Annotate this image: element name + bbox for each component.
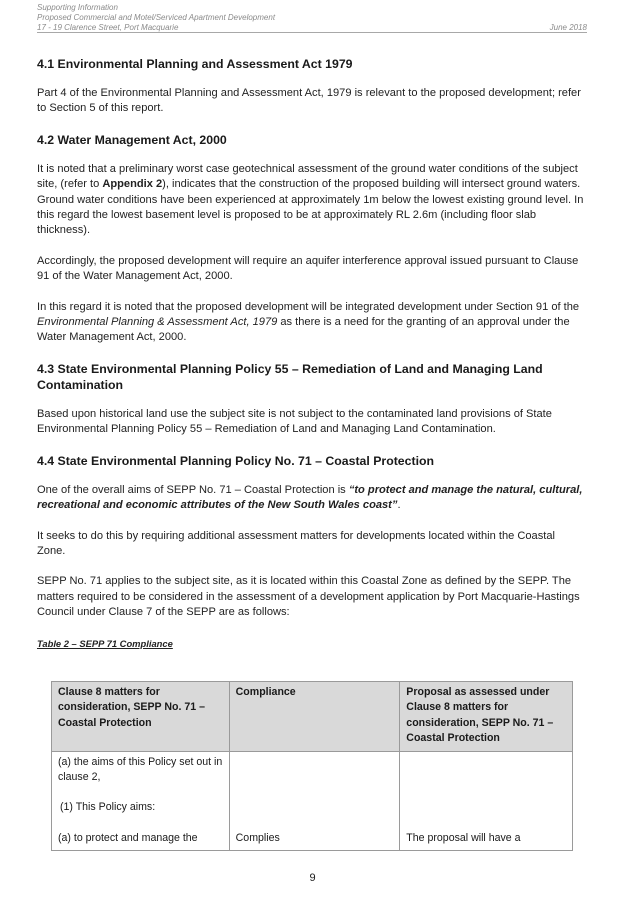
header-line-3: 17 - 19 Clarence Street, Port Macquarie <box>37 23 179 32</box>
section-4-2-paragraph-3 <box>37 300 585 346</box>
table-header-cell: Proposal as assessed under Clause 8 matters for consideration, SEPP No. 71 – Coastal Protection <box>400 682 573 752</box>
header-line-2: Proposed Commercial and Motel/Serviced Apartment Development <box>37 13 276 22</box>
table-cell <box>229 751 400 851</box>
table-cell <box>400 751 573 851</box>
quoted-aim: “to protect and manage the natural, cultural, recreational and economic attributes of the New South Wales coast” <box>37 483 583 512</box>
header-line-1: Supporting Information <box>37 3 118 12</box>
section-4-2-paragraph-2: Accordingly, the proposed development will require an aquifer interference approval issued pursuant to Clause 91 of the Water Management Act, 2000. <box>37 254 579 283</box>
cell-text: The proposal will have a <box>406 831 521 844</box>
paragraph-text: It is noted that a preliminary worst case geotechnical assessment of the ground water conditions of the subject site, (refer to <box>37 162 578 191</box>
section-4-3-heading: 4.3 State Environmental Planning Policy 55 – Remediation of Land and Managing Land Contamination <box>37 361 543 392</box>
act-title: Environmental Planning & Assessment Act, 1979 <box>37 316 278 329</box>
table-header-cell: Compliance <box>229 682 400 752</box>
table-row <box>52 751 573 851</box>
section-4-1-heading: 4.1 Environmental Planning and Assessment Act 1979 <box>37 57 353 71</box>
header-divider <box>37 32 587 33</box>
paragraph-text: One of the overall aims of SEPP No. 71 – Coastal Protection is <box>37 483 349 496</box>
section-4-4-paragraph-2: It seeks to do this by requiring additional assessment matters for developments located within the Coastal Zone. <box>37 529 555 557</box>
paragraph-text: as there is a need for the granting of an approval under the Water Management Act, 2000. <box>37 316 570 344</box>
section-4-2-paragraph-1 <box>37 162 585 239</box>
section-4-4-paragraph-1 <box>37 483 585 514</box>
cell-text: (1) This Policy aims: <box>60 801 156 814</box>
cell-text: (a) the aims of this Policy set out in clause 2, <box>58 755 223 784</box>
cell-text: Complies <box>235 831 280 844</box>
section-4-3-paragraph: Based upon historical land use the subject site is not subject to the contaminated land provisions of State Environmental Planning Policy 55 – Remediation of Land and Managing Land Contamination. <box>37 407 552 436</box>
main-content <box>37 56 585 651</box>
header-date: June 2018 <box>549 23 587 32</box>
table-header-cell: Clause 8 matters for consideration, SEPP No. 71 – Coastal Protection <box>52 682 230 752</box>
appendix-reference: Appendix 2 <box>102 178 163 191</box>
sepp71-compliance-table <box>51 681 573 851</box>
table-caption: Table 2 – SEPP 71 Compliance <box>37 637 173 649</box>
table-header-row <box>52 682 573 752</box>
section-4-4-paragraph-3: SEPP No. 71 applies to the subject site, as it is located within this Coastal Zone as defined by the SEPP. The matters required to be considered in the assessment of a development application by Port Macquarie-Hastings Council under Clause 7 of the SEPP are as follows: <box>37 575 580 619</box>
paragraph-text: ), indicates that the construction of the proposed building will intersect ground waters. Ground water conditions have been experienced at approximately 1m below the lowest existing ground level. In this regard the lowest basement level is proposed to be at approximately RL 2.6m (including floor slab thickness). <box>37 178 584 237</box>
running-header <box>37 3 587 33</box>
section-4-1-paragraph: Part 4 of the Environmental Planning and Assessment Act, 1979 is relevant to the proposed development; refer to Section 5 of this report. <box>37 87 581 115</box>
paragraph-text: In this regard it is noted that the proposed development will be integrated development under Section 91 of the <box>37 300 580 313</box>
page-number: 9 <box>309 872 316 884</box>
cell-text: (a) to protect and manage the <box>58 831 198 844</box>
section-4-4-heading: 4.4 State Environmental Planning Policy No. 71 – Coastal Protection <box>37 453 435 468</box>
section-4-2-heading: 4.2 Water Management Act, 2000 <box>37 132 227 147</box>
table-cell <box>52 751 230 851</box>
paragraph-text: . <box>397 499 401 512</box>
